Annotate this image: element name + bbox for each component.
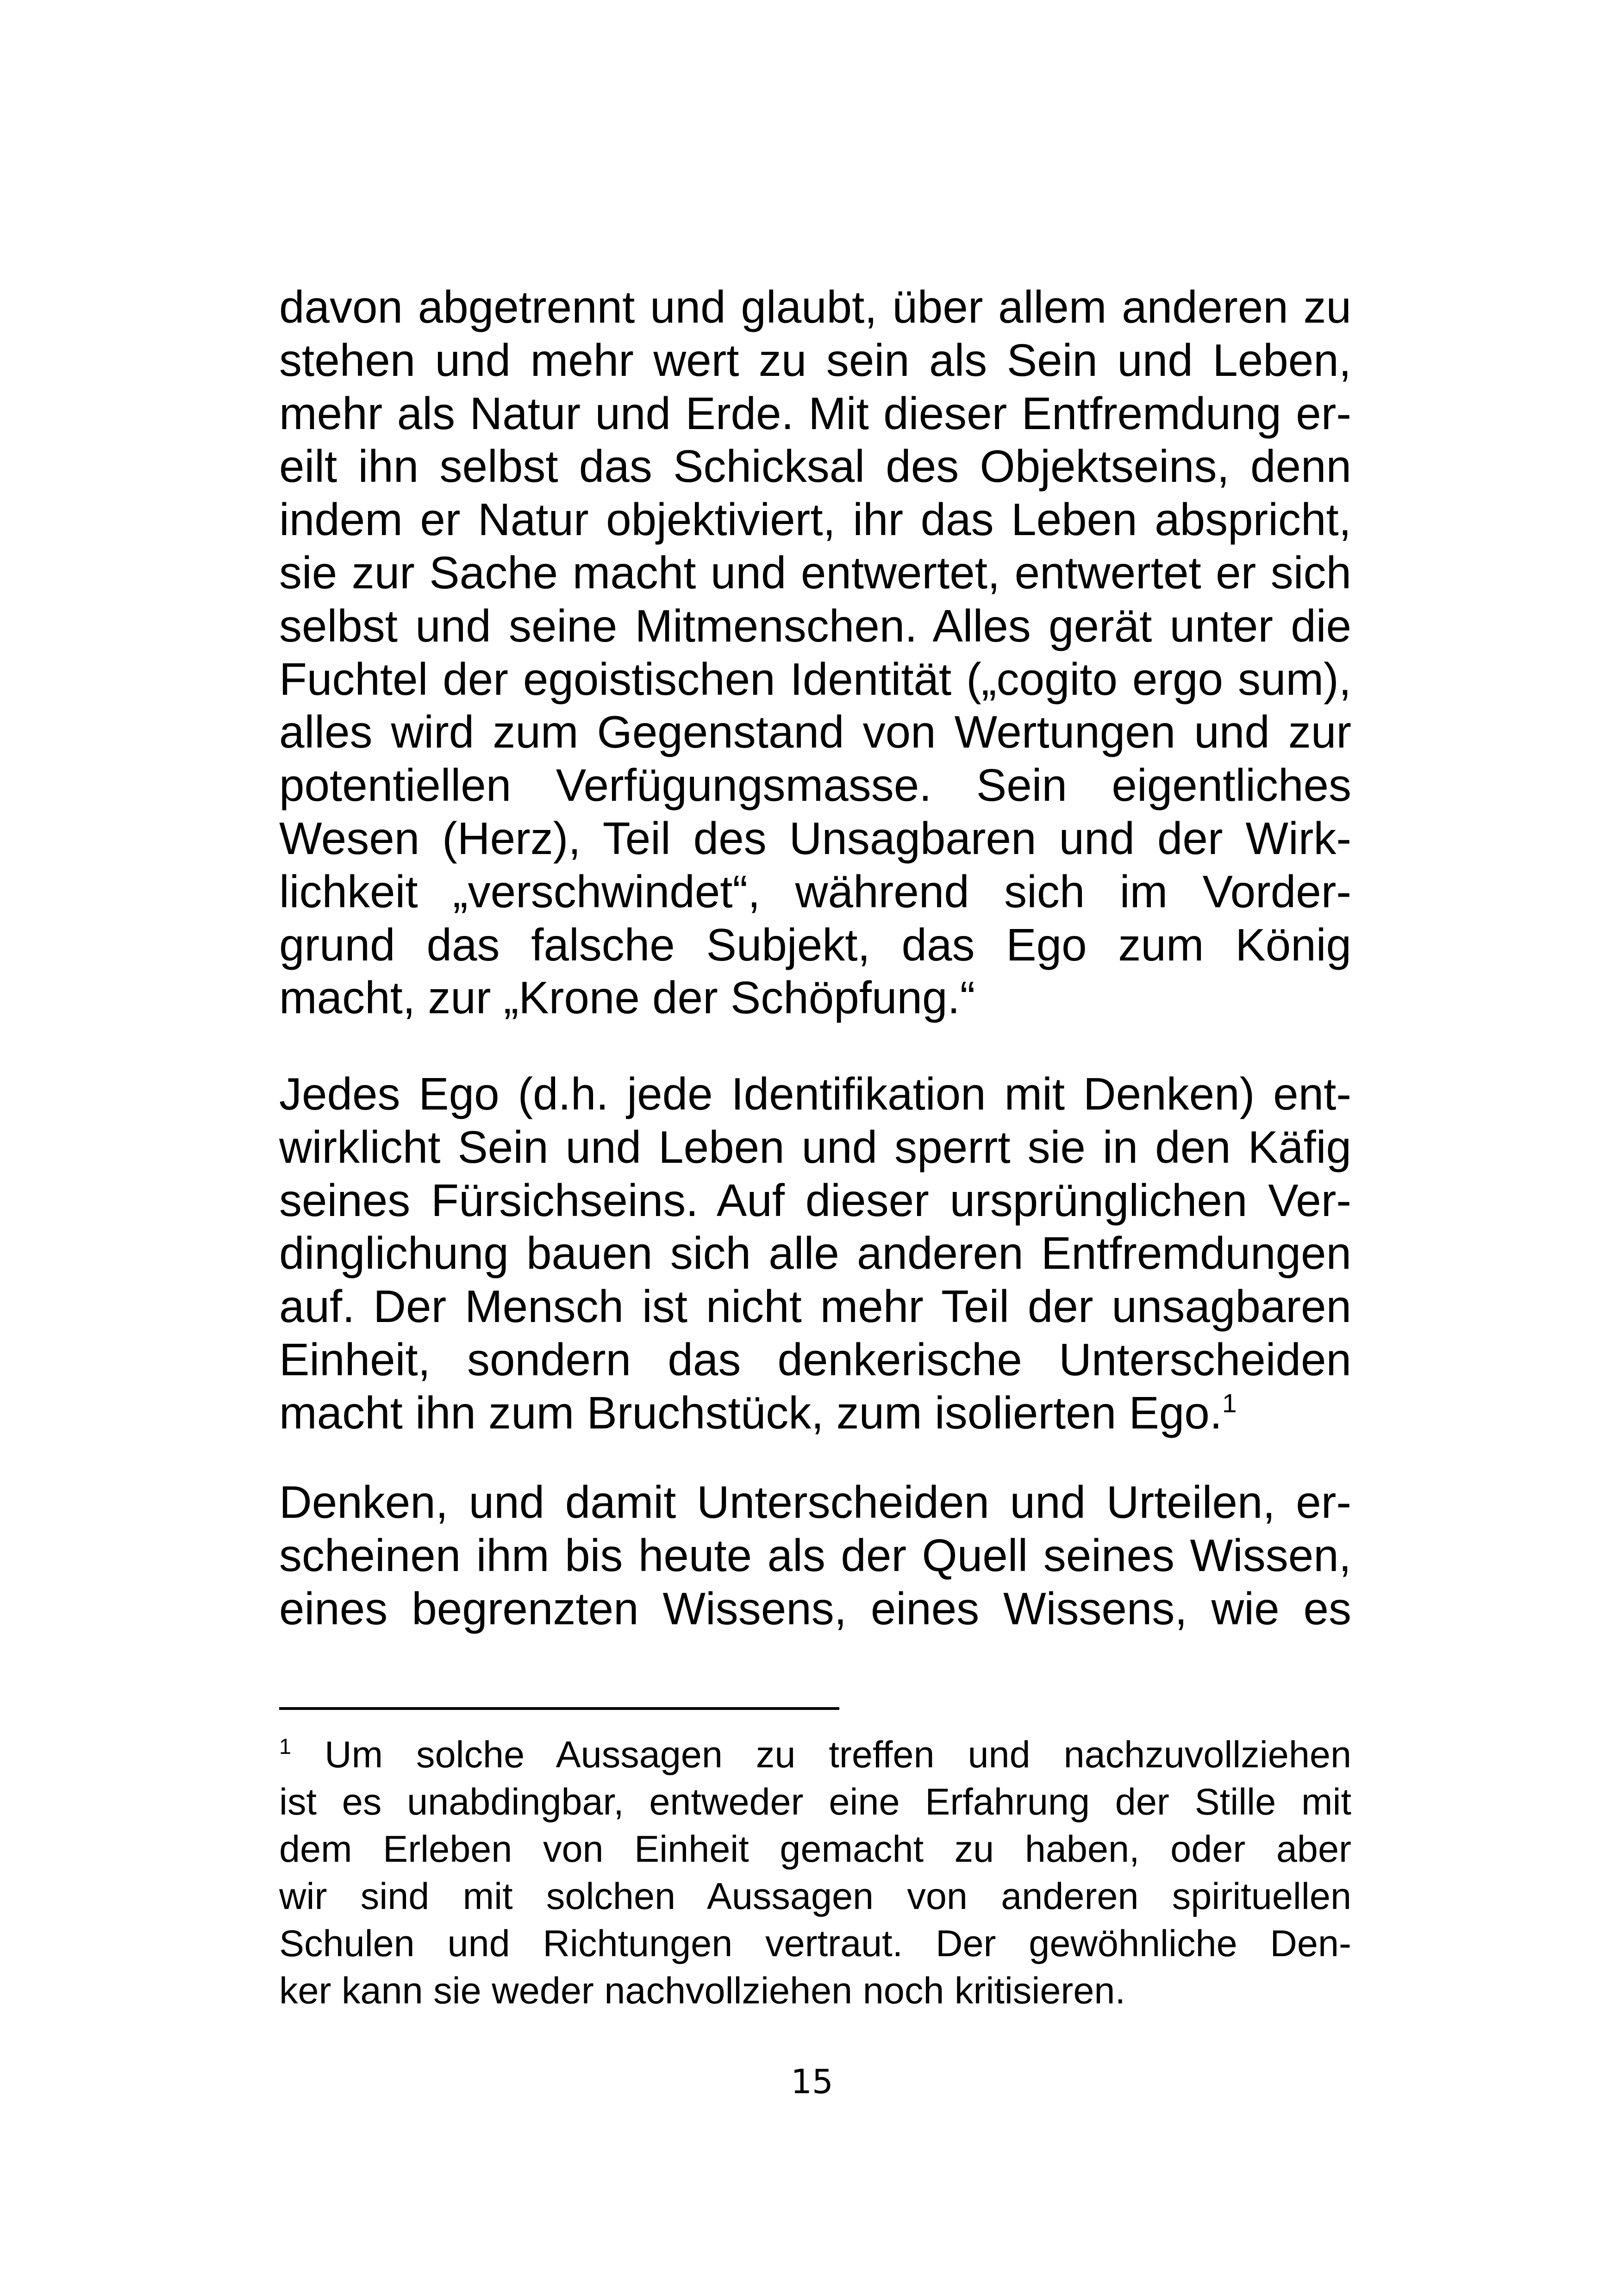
text-line: Fuchtel der egoistischen Identität („cogito ergo sum), <box>279 653 1351 705</box>
footnote-separator <box>279 1707 839 1710</box>
paragraph-2 <box>279 1067 1351 1440</box>
text-line: eines begrenzten Wissens, eines Wissens, wie es <box>279 1583 1351 1634</box>
text-line: wirklicht Sein und Leben und sperrt sie in den Käfig <box>279 1121 1351 1172</box>
footnote-line: Schulen und Richtungen vertraut. Der gewöhnliche Den- <box>279 1923 1351 1964</box>
text-line: stehen und mehr wert zu sein als Sein und Leben, <box>279 334 1351 386</box>
footnote-reference[interactable]: 1 <box>1222 1389 1237 1418</box>
paragraph-3 <box>279 1476 1351 1635</box>
footnote <box>279 1731 1351 2014</box>
footnote-line: wir sind mit solchen Aussagen von anderen spirituellen <box>279 1876 1351 1917</box>
text-line: seines Fürsichseins. Auf dieser ursprünglichen Ver- <box>279 1174 1351 1226</box>
text-line: potentiellen Verfügungsmasse. Sein eigentliches <box>279 760 1351 811</box>
text-line: dinglichung bauen sich alle anderen Entfremdungen <box>279 1228 1351 1279</box>
text-line <box>279 1386 1351 1440</box>
text-line: macht, zur „Krone der Schöpfung.“ <box>279 972 975 1023</box>
footnote-line: dem Erleben von Einheit gemacht zu haben, oder aber <box>279 1828 1351 1870</box>
text-line: eilt ihn selbst das Schicksal des Objektseins, denn <box>279 441 1351 492</box>
footnote-line: ist es unabdingbar, entweder eine Erfahrung der Stille mit <box>279 1781 1351 1823</box>
text-line: scheinen ihm bis heute als der Quell seines Wissen, <box>279 1529 1351 1581</box>
text-line: alles wird zum Gegenstand von Wertungen und zur <box>279 706 1351 758</box>
text-line-content: macht ihn zum Bruchstück, zum isolierten Ego. <box>279 1387 1223 1438</box>
footnote-line: ker kann sie weder nachvollziehen noch kritisieren. <box>279 1970 1125 2012</box>
footnote-line <box>279 1731 1351 1778</box>
footnote-line-content: Um solche Aussagen zu treffen und nachzuvollziehen <box>291 1734 1351 1776</box>
footnote-marker: 1 <box>279 1734 292 1759</box>
text-line: Jedes Ego (d.h. jede Identifikation mit Denken) ent- <box>279 1068 1351 1119</box>
page-number: 15 <box>791 2062 833 2101</box>
text-line: Denken, und damit Unterscheiden und Urteilen, er- <box>279 1477 1351 1528</box>
text-line: Wesen (Herz), Teil des Unsagbaren und der Wirk- <box>279 812 1351 864</box>
text-line: grund das falsche Subjekt, das Ego zum König <box>279 919 1351 970</box>
text-line: sie zur Sache macht und entwertet, entwertet er sich <box>279 547 1351 598</box>
text-line: davon abgetrennt und glaubt, über allem anderen zu <box>279 281 1351 332</box>
text-line: Einheit, sondern das denkerische Unterscheiden <box>279 1334 1351 1385</box>
text-line: auf. Der Mensch ist nicht mehr Teil der unsagbaren <box>279 1281 1351 1332</box>
paragraph-1 <box>279 281 1351 1024</box>
text-line: indem er Natur objektiviert, ihr das Leben abspricht, <box>279 494 1351 545</box>
text-line: lichkeit „verschwindet“, während sich im Vorder- <box>279 866 1351 917</box>
text-line: mehr als Natur und Erde. Mit dieser Entfremdung er- <box>279 387 1351 439</box>
text-line: selbst und seine Mitmenschen. Alles gerät unter die <box>279 600 1351 651</box>
